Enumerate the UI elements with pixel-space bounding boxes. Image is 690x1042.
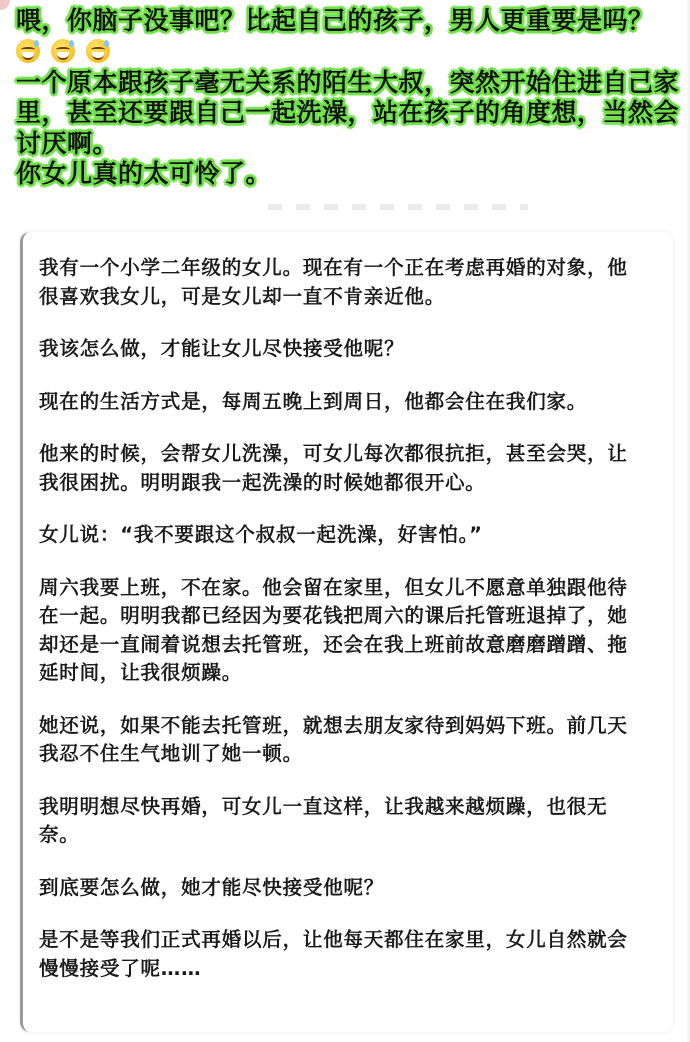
edge-shadow <box>686 0 690 1042</box>
post-paragraph: 现在的生活方式是，每周五晚上到周日，他都会住在我们家。 <box>39 389 588 413</box>
emoji-group <box>16 37 112 68</box>
post-paragraph: 他来的时候，会帮女儿洗澡，可女儿每次都很抗拒，甚至会哭，让我很困扰。明明跟我一起洗澡的时候她都很开心。 <box>39 442 628 494</box>
reply-line-2: 一个原本跟孩子毫无关系的陌生大叔，突然开始住进自己家里，甚至还要跟自己一起洗澡，站在孩子的角度想，当然会讨厌啊。 <box>16 67 680 158</box>
faded-text-remnant <box>268 204 528 210</box>
quoted-post-card <box>20 232 673 1032</box>
reply-line-1-text: 喂，你脑子没事吧？比起自己的孩子，男人更重要是吗？ <box>16 6 654 35</box>
post-paragraph: 我明明想尽快再婚，可女儿一直这样，让我越来越烦躁，也很无奈。 <box>39 794 608 846</box>
post-body <box>39 254 635 1007</box>
grinning-sweat-emoji-icon <box>86 39 110 63</box>
post-paragraph: 周六我要上班，不在家。他会留在家里，但女儿不愿意单独跟他待在一起。明明我都已经因为要花钱把周六的课后托管班退掉了，她却还是一直闹着说想去托管班，还会在我上班前故意磨磨蹭蹭、拖延时间，让我很烦躁。 <box>39 575 628 684</box>
post-paragraph: 是不是等我们正式再婚以后，让他每天都住在家里，女儿自然就会慢慢接受了呢…… <box>39 928 628 980</box>
reply-line-1 <box>16 6 688 68</box>
corner-decoration <box>0 0 10 10</box>
post-paragraph: 女儿说：“我不要跟这个叔叔一起洗澡，好害怕。” <box>39 523 483 546</box>
grinning-sweat-emoji-icon <box>51 39 75 63</box>
reply-comment <box>16 6 688 190</box>
reply-line-3: 你女儿真的太可怜了。 <box>16 159 272 189</box>
post-paragraph: 我该怎么做，才能让女儿尽快接受他呢？ <box>39 337 405 360</box>
post-paragraph: 她还说，如果不能去托管班，就想去朋友家待到妈妈下班。前几天我忍不住生气地训了她一顿。 <box>39 713 628 765</box>
post-paragraph: 我有一个小学二年级的女儿。现在有一个正在考虑再婚的对象，他很喜欢我女儿，可是女儿却一直不肯亲近他。 <box>39 256 628 308</box>
post-paragraph: 到底要怎么做，她才能尽快接受他呢？ <box>39 875 385 899</box>
grinning-sweat-emoji-icon <box>16 39 40 63</box>
